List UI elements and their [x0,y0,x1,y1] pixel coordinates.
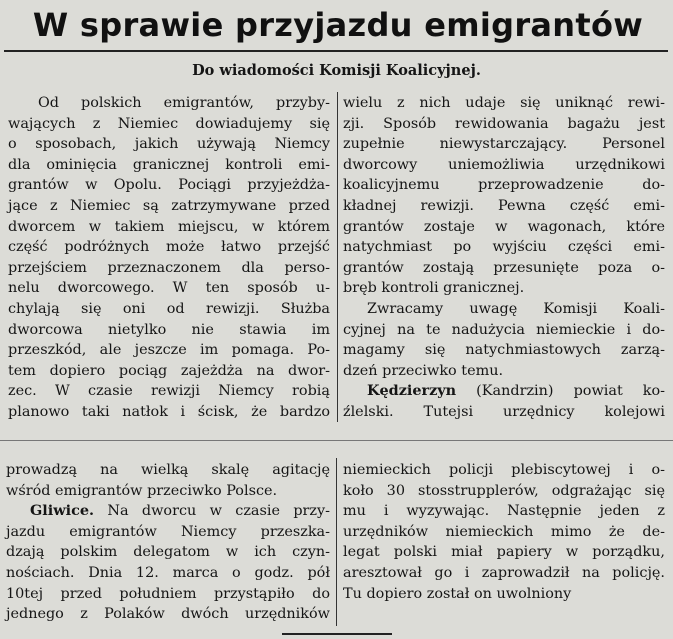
text-line: koalicyjnemu przeprowadzenie do- [343,177,665,194]
text-fragment: Na dworcu w czasie przy- [107,503,330,520]
text-line: zupełnie niewystarczający. Personel [343,136,665,153]
text-line: tem dopiero pociąg zajeżdża na dwor- [8,362,330,379]
text-line: Od polskich emigrantów, przyby- [38,95,330,111]
text-line [6,501,330,522]
text-line: zec. W czasie rewizji Niemcy robią [8,383,330,400]
headline: W sprawie przyjazdu emigrantów [32,6,644,44]
text-line: dzają polskim delegatom w ich czyn- [6,544,330,561]
text-line: legat polski miał papiery w porządku, [343,544,665,561]
text-line: dla ominięcia granicznej kontroli emi- [8,156,330,173]
text-line: dworcowy uniemożliwia urzędnikowi [343,156,665,173]
text-line: źlelski. Tutejsi urzędnicy kolejowi [343,403,665,420]
text-line: grantów w Opolu. Pociągi przyjeżdża- [8,177,330,194]
text-line: magamy się natychmiastowych zarzą- [343,342,665,359]
text-line: o sposobach, jakich używają Niemcy [8,136,330,153]
text-line: nelu dworcowego. W ten sposób u- [8,280,330,297]
text-line: planowo taki natłok i ścisk, że bardzo [8,403,330,420]
text-line: urzędników niemieckich mimo że de- [343,523,665,540]
text-line: dworcem w takiem miejscu, w którem [8,218,330,235]
text-line: nościach. Dnia 12. marca o godz. pół [6,564,330,581]
text-line: dzeń przeciwko temu. [343,362,504,379]
place-alt-name: (Kandrzin) [456,383,554,400]
text-line: przejściem przeznaczonem dla perso- [8,259,330,276]
text-line: bręb kontroli granicznej. [343,280,525,297]
text-line: Zwracamy uwagę Komisji Koali- [367,300,665,317]
text-line: cyjnej na te nadużycia niemieckie i do- [343,321,665,338]
text-line: jazdu emigrantów Niemcy przeszka- [6,523,330,540]
text-line: część podróżnych może łatwo przejść [8,239,330,256]
lower-left-column [6,460,330,625]
column-divider [337,92,338,422]
text-line: wśród emigrantów przeciwko Polsce. [6,482,278,499]
text-line: niemieckich policji plebiscytowej i o- [343,462,665,478]
end-rule [282,633,392,635]
text-line: zji. Sposób rewidowania bagażu jest [343,115,665,132]
section-divider [0,440,673,441]
text-line: przeszkód, ale jeszcze im pomaga. Po- [8,342,330,359]
headline-rule [4,50,668,52]
column-divider [336,458,337,626]
text-line: wających z Niemiec dowiadujemy się [8,115,330,132]
text-line [343,381,665,402]
text-line: mu i wyzywając. Następnie jeden z [343,503,665,520]
upper-left-column [8,93,330,423]
text-line: chylają się oni od rewizji. Służba [8,300,330,317]
text-line: koło 30 stosstrupplerów, odgrażając się [343,482,665,499]
place-name-kedzierzyn: Kędzierzyn [367,382,457,400]
place-name-gliwice: Gliwice. [30,502,95,520]
text-line: natychmiast po wyjściu części emi- [343,239,665,256]
text-line: kładnej rewizji. Pewna część emi- [343,197,665,214]
text-fragment: powiat ko- [573,383,666,400]
subheading: Do wiadomości Komisji Koalicyjnej. [192,62,481,79]
text-line: Tu dopiero został on uwolniony [343,585,572,602]
text-line: dworcowa nietylko nie stawia im [8,321,330,338]
text-line: 10tej przed południem przystąpiło do [6,585,330,602]
text-line: jednego z Polaków dwóch urzędników [6,606,330,623]
text-line: grantów zostają przesunięte poza o- [343,259,665,276]
text-line: wielu z nich udaje się uniknąć rewi- [343,95,665,111]
upper-right-column [343,93,665,423]
lower-right-column [343,460,665,604]
text-line: aresztował go i zaprowadził na policję. [343,564,665,581]
text-line: jące z Niemiec są zatrzymywane przed [8,197,330,214]
text-line: prowadzą na wielką skalę agitację [6,462,330,478]
text-line: grantów zostaje w wagonach, które [343,218,665,235]
